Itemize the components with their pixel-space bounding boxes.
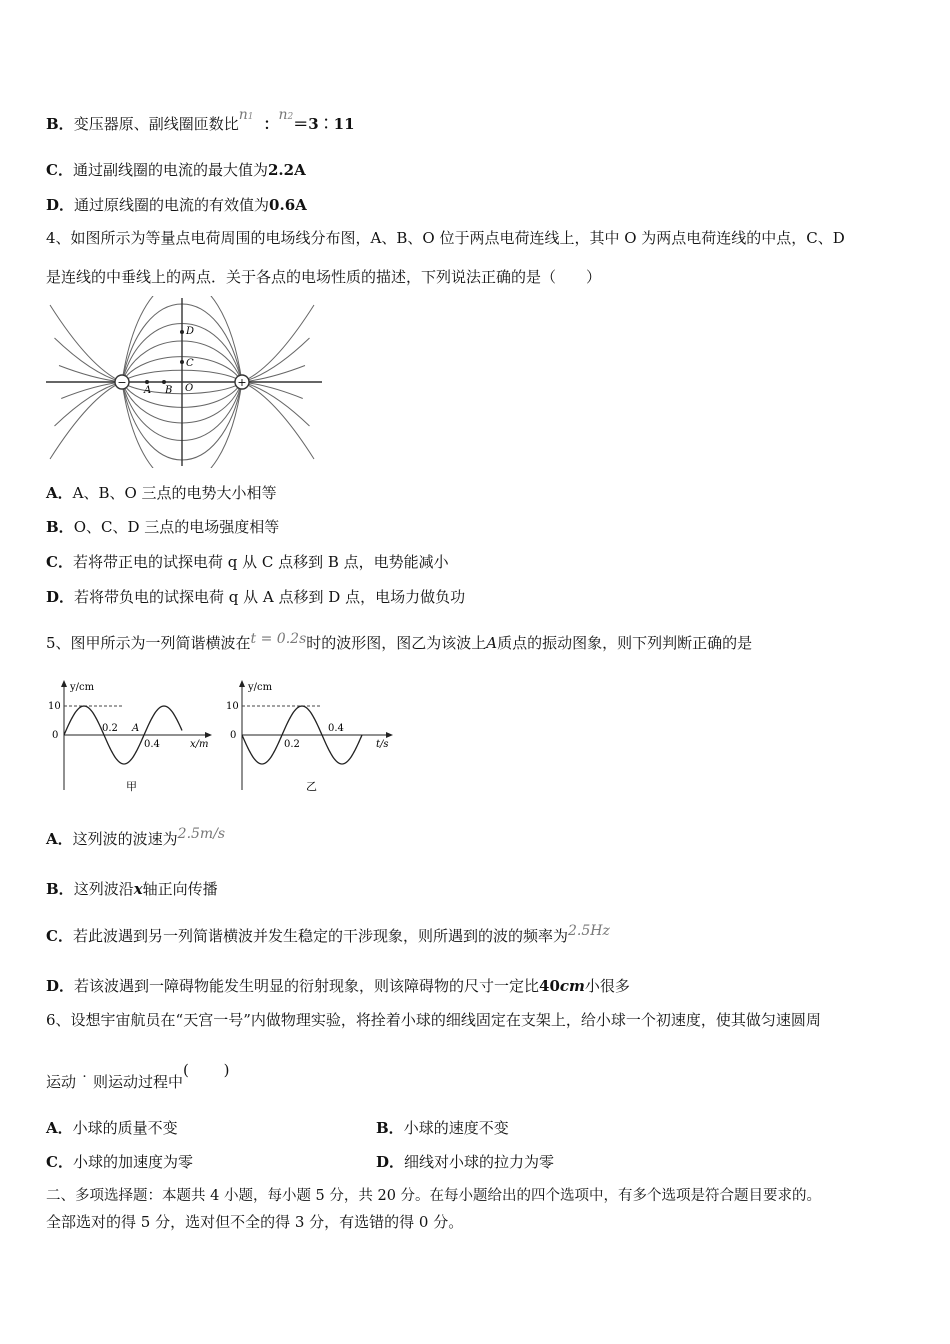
option-text: 小球的质量不变 (72, 1119, 178, 1137)
stem-paren: ( ) (183, 1061, 230, 1079)
q6-option-d (376, 1151, 554, 1173)
point-a-label: A (132, 723, 140, 734)
option-prefix: C． (46, 161, 73, 179)
point-c (180, 360, 184, 364)
vibration-graph-yi (226, 678, 396, 796)
option-math: 2.5Hz (567, 923, 610, 939)
ratio-value: ＝3︰11 (293, 115, 355, 133)
q4-stem-line2: 是连线的中垂线上的两点．关于各点的电场性质的描述，下列说法正确的是（ ） (46, 268, 602, 286)
stem-text: 5、图甲所示为一列简谐横波在 (46, 634, 251, 652)
caption: 乙 (306, 780, 317, 793)
option-prefix: B． (46, 115, 74, 133)
point-d (180, 330, 184, 334)
field-line (242, 366, 305, 383)
q3-option-c (46, 159, 306, 181)
negative-charge-label: − (117, 376, 127, 389)
option-text: 细线对小球的拉力为零 (404, 1153, 555, 1171)
wave-graph-jia (44, 678, 214, 796)
t-arrow (386, 732, 393, 738)
option-value: 2.2A (267, 161, 306, 179)
electric-field-figure (44, 296, 326, 468)
ratio-colon: ： (263, 115, 279, 133)
option-prefix: C． (46, 1153, 73, 1171)
point-b (162, 380, 166, 384)
option-text: 通过原线圈的电流的有效值为 (74, 196, 270, 214)
option-text: 小球的加速度为零 (72, 1153, 193, 1171)
q6-option-c (46, 1151, 193, 1173)
option-prefix: D． (376, 1153, 405, 1171)
y-arrow (61, 680, 67, 687)
option-prefix: D． (46, 588, 75, 606)
n2-symbol (278, 107, 293, 123)
option-value: 0.6A (269, 196, 307, 214)
q4-option-b (46, 516, 279, 538)
label-d: D (186, 326, 195, 337)
option-math: 2.5m/s (177, 826, 226, 842)
q4-option-d (46, 586, 465, 608)
option-unit: cm (559, 977, 585, 995)
section2-line2: 全部选对的得 5 分，选对但不全的得 3 分，有选错的得 0 分。 (46, 1213, 464, 1231)
stem-text: 时的波形图，图乙为该波上 (306, 634, 487, 652)
q3-option-d (46, 194, 307, 216)
positive-charge-label: + (237, 376, 247, 389)
option-text: 小很多 (584, 977, 630, 995)
y-tick-0: 0 (52, 730, 59, 741)
option-text: 若将带正电的试探电荷 q 从 C 点移到 B 点，电势能减小 (72, 553, 449, 571)
stem-time: t = 0.2s (250, 631, 307, 647)
q6-stem-line1: 6、设想宇宙航员在“天宫一号”内做物理实验，将拴着小球的细线固定在支架上，给小球一个初速度，使其做匀速圆周 (46, 1011, 821, 1029)
n1-letter: n (238, 107, 248, 123)
section2-line1: 二、多项选择题：本题共 4 小题，每小题 5 分，共 20 分。在每小题给出的四个选项中，有多个选项是符合题目要求的。 (46, 1188, 822, 1204)
label-a: A (144, 385, 152, 396)
option-text: 轴正向传播 (142, 880, 218, 898)
y-arrow (239, 680, 245, 687)
x-arrow (205, 732, 212, 738)
option-prefix: C． (46, 927, 73, 945)
option-text: 这列波的波速为 (72, 830, 178, 848)
y-tick-10: 10 (226, 701, 239, 712)
option-prefix: A． (46, 1119, 73, 1137)
option-text: 这列波沿 (73, 880, 134, 898)
option-text: O、C、D 三点的电场强度相等 (73, 518, 280, 536)
option-prefix: D． (46, 977, 75, 995)
option-prefix: D． (46, 196, 75, 214)
label-b: B (165, 385, 173, 396)
q5-stem (46, 632, 752, 655)
q5-option-a (46, 828, 225, 851)
q3-option-b (46, 107, 355, 138)
option-var: x (133, 880, 143, 898)
x-tick-04: 0.4 (144, 739, 160, 750)
option-text: 若该波遇到一障碍物能发生明显的衍射现象，则该障碍物的尺寸一定比 (74, 977, 540, 995)
option-prefix: B． (376, 1119, 404, 1137)
option-prefix: B． (46, 880, 74, 898)
x-label: x/m (190, 739, 209, 750)
t-tick-04: 0.4 (328, 723, 344, 734)
option-num: 40 (539, 977, 560, 995)
q4-option-a (46, 482, 277, 504)
option-text: 若此波遇到另一列简谐横波并发生稳定的干涉现象，则所遇到的波的频率为 (72, 927, 568, 945)
label-o: O (185, 383, 194, 394)
caption: 甲 (126, 780, 137, 793)
q5-option-b (46, 878, 218, 900)
q6-stem-line2 (46, 1061, 230, 1093)
q6-option-a (46, 1117, 178, 1139)
option-prefix: A． (46, 830, 73, 848)
label-c: C (186, 358, 194, 369)
option-text: 若将带负电的试探电荷 q 从 A 点移到 D 点，电场力做负功 (74, 588, 466, 606)
q4-stem-line1: 4、如图所示为等量点电荷周围的电场线分布图，A、B、O 位于两点电荷连线上，其中 O 为两点电荷连线的中点，C、D (46, 229, 845, 247)
option-prefix: A． (46, 484, 73, 502)
option-prefix: B． (46, 518, 74, 536)
point-a (145, 380, 149, 384)
n1-sub: 1 (247, 112, 254, 122)
t-tick-02: 0.2 (284, 739, 300, 750)
y-tick-10: 10 (48, 701, 61, 712)
option-text: 小球的速度不变 (403, 1119, 509, 1137)
q5-option-d (46, 975, 630, 997)
field-line (59, 366, 122, 383)
n2-sub: 2 (287, 112, 294, 122)
n1-symbol (239, 107, 254, 123)
option-text: 通过副线圈的电流的最大值为 (72, 161, 268, 179)
stem-text: 运动 ˙ 则运动过程中 (46, 1073, 184, 1091)
option-text: 变压器原、副线圈匝数比 (73, 115, 239, 133)
y-label: y/cm (70, 682, 95, 693)
q4-option-c (46, 551, 449, 573)
y-tick-0: 0 (230, 730, 237, 741)
stem-text: 质点的振动图象，则下列判断正确的是 (497, 634, 753, 652)
y-label: y/cm (248, 682, 273, 693)
option-text: A、B、O 三点的电势大小相等 (72, 484, 277, 502)
t-label: t/s (376, 739, 389, 750)
option-prefix: C． (46, 553, 73, 571)
q6-option-b (376, 1117, 509, 1139)
stem-point: A (486, 634, 498, 652)
n2-letter: n (278, 107, 288, 123)
x-tick-02: 0.2 (102, 723, 118, 734)
q5-option-c (46, 925, 610, 948)
